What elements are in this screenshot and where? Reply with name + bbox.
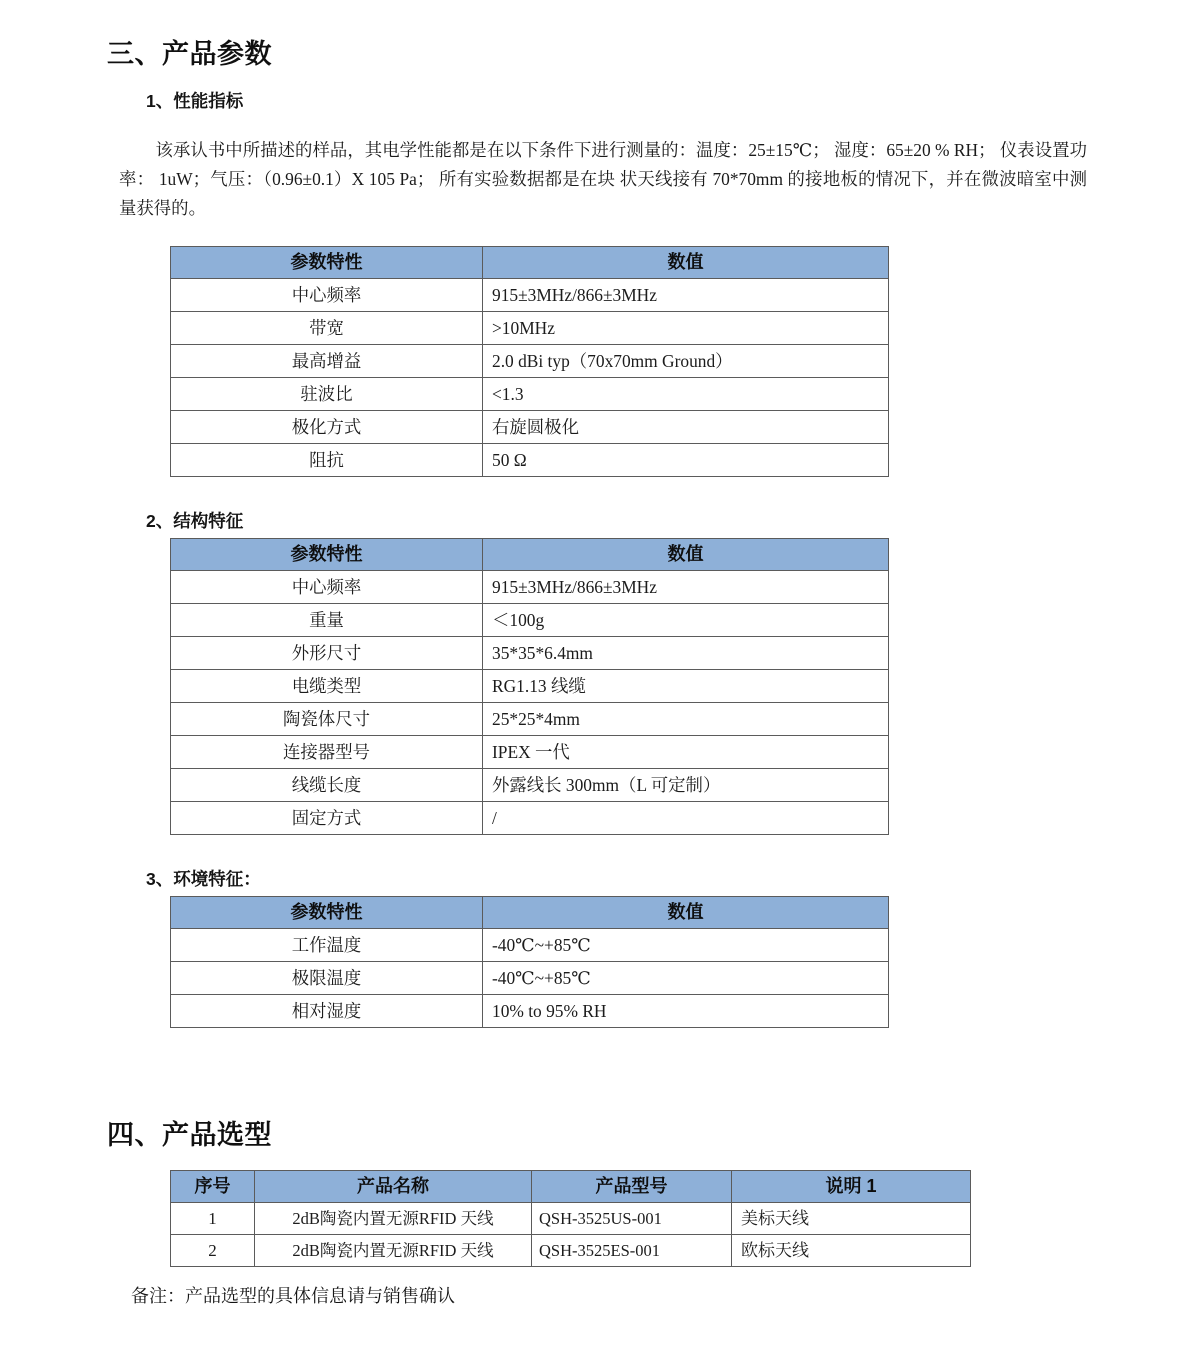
cell-value: 915±3MHz/866±3MHz [483, 571, 889, 604]
cell-parameter: 电缆类型 [171, 670, 483, 703]
table-row [171, 802, 889, 835]
table-header-row [171, 1171, 971, 1203]
environment-spec-table [170, 896, 889, 1028]
cell-parameter: 最高增益 [171, 345, 483, 378]
cell-product-name: 2dB陶瓷内置无源RFID 天线 [255, 1235, 532, 1267]
cell-parameter: 工作温度 [171, 929, 483, 962]
cell-value: 50 Ω [483, 444, 889, 477]
table-row [171, 637, 889, 670]
column-header-description: 说明 1 [732, 1171, 971, 1203]
section-heading-four: 四、产品选型 [107, 1120, 272, 1150]
cell-value: ＜100g [483, 604, 889, 637]
selection-footnote: 备注：产品选型的具体信息请与销售确认 [131, 1286, 455, 1306]
table-row [171, 604, 889, 637]
table-row [171, 962, 889, 995]
table-row [171, 378, 889, 411]
subsection-heading-structure: 2、结构特征 [146, 511, 244, 531]
column-header-value: 数值 [483, 539, 889, 571]
table-row [171, 1203, 971, 1235]
cell-value: 25*25*4mm [483, 703, 889, 736]
cell-parameter: 极限温度 [171, 962, 483, 995]
table-row [171, 345, 889, 378]
column-header-parameter: 参数特性 [171, 539, 483, 571]
cell-value: <1.3 [483, 378, 889, 411]
table-row [171, 995, 889, 1028]
cell-parameter: 驻波比 [171, 378, 483, 411]
column-header-product-model: 产品型号 [532, 1171, 732, 1203]
cell-value: 2.0 dBi typ（70x70mm Ground） [483, 345, 889, 378]
cell-value: IPEX 一代 [483, 736, 889, 769]
product-selection-table [170, 1170, 971, 1267]
column-header-value: 数值 [483, 897, 889, 929]
cell-parameter: 重量 [171, 604, 483, 637]
cell-value: -40℃~+85℃ [483, 962, 889, 995]
cell-parameter: 极化方式 [171, 411, 483, 444]
column-header-index: 序号 [171, 1171, 255, 1203]
cell-value: -40℃~+85℃ [483, 929, 889, 962]
cell-parameter: 陶瓷体尺寸 [171, 703, 483, 736]
cell-index: 2 [171, 1235, 255, 1267]
cell-value: 35*35*6.4mm [483, 637, 889, 670]
cell-index: 1 [171, 1203, 255, 1235]
cell-parameter: 相对湿度 [171, 995, 483, 1028]
cell-product-model: QSH-3525US-001 [532, 1203, 732, 1235]
table-row [171, 571, 889, 604]
cell-product-model: QSH-3525ES-001 [532, 1235, 732, 1267]
table-row [171, 279, 889, 312]
cell-parameter: 连接器型号 [171, 736, 483, 769]
table-row [171, 312, 889, 345]
cell-parameter: 外形尺寸 [171, 637, 483, 670]
table-header-row [171, 539, 889, 571]
table-row [171, 670, 889, 703]
cell-value: 外露线长 300mm（L 可定制） [483, 769, 889, 802]
cell-value: >10MHz [483, 312, 889, 345]
cell-parameter: 固定方式 [171, 802, 483, 835]
table-header-row [171, 247, 889, 279]
performance-spec-table [170, 246, 889, 477]
cell-value: / [483, 802, 889, 835]
table-header-row [171, 897, 889, 929]
cell-parameter: 中心频率 [171, 571, 483, 604]
column-header-product-name: 产品名称 [255, 1171, 532, 1203]
table-row [171, 444, 889, 477]
column-header-parameter: 参数特性 [171, 897, 483, 929]
cell-value: 右旋圆极化 [483, 411, 889, 444]
subsection-heading-environment: 3、环境特征： [146, 869, 261, 889]
table-row [171, 929, 889, 962]
table-row [171, 1235, 971, 1267]
table-row [171, 736, 889, 769]
cell-value: 915±3MHz/866±3MHz [483, 279, 889, 312]
cell-description: 欧标天线 [732, 1235, 971, 1267]
performance-intro-paragraph: 该承认书中所描述的样品，其电学性能都是在以下条件下进行测量的：温度：25±15℃； 湿度：65±20 % RH； 仪表设置功率： 1uW；气压：（0.96±0.1）X 105 Pa； 所有实验数据都是在块 状天线接有 70*70mm 的接地板的情况下，并在微波暗室中测量获得的。 [119, 140, 1087, 219]
cell-product-name: 2dB陶瓷内置无源RFID 天线 [255, 1203, 532, 1235]
cell-parameter: 中心频率 [171, 279, 483, 312]
table-row [171, 703, 889, 736]
subsection-heading-performance: 1、性能指标 [146, 91, 244, 111]
cell-value: 10% to 95% RH [483, 995, 889, 1028]
table-row [171, 769, 889, 802]
cell-parameter: 阻抗 [171, 444, 483, 477]
cell-parameter: 线缆长度 [171, 769, 483, 802]
section-heading-three: 三、产品参数 [107, 39, 272, 69]
cell-value: RG1.13 线缆 [483, 670, 889, 703]
column-header-parameter: 参数特性 [171, 247, 483, 279]
column-header-value: 数值 [483, 247, 889, 279]
cell-description: 美标天线 [732, 1203, 971, 1235]
structure-spec-table [170, 538, 889, 835]
table-row [171, 411, 889, 444]
cell-parameter: 带宽 [171, 312, 483, 345]
